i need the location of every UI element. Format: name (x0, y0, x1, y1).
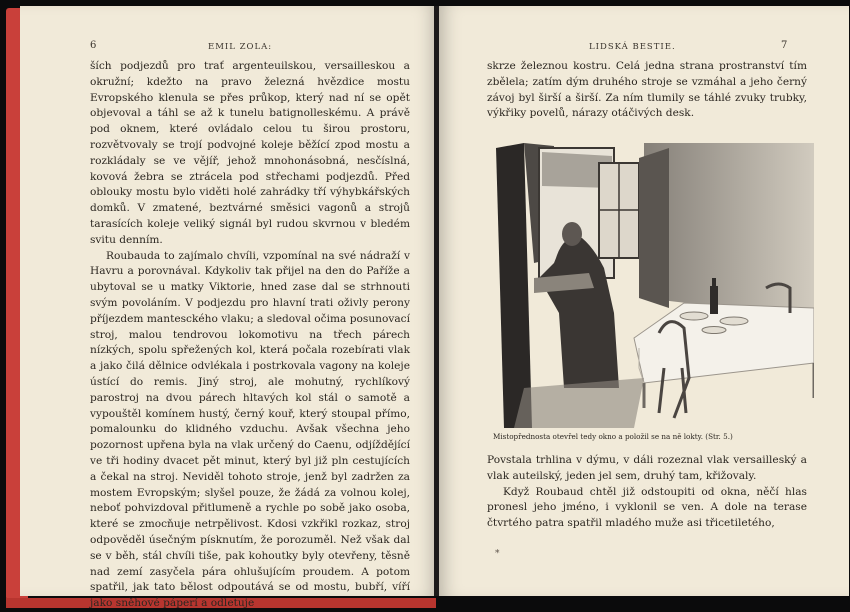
running-head: LIDSKÁ BESTIE. (589, 42, 676, 52)
paragraph: Povstala trhlina v dýmu, v dáli rozeznal vlak versailleský a vlak auteilský, jeden jel sem, druhý tam, křižovaly. (487, 454, 807, 482)
open-book (6, 2, 844, 608)
paragraph: Když Roubaud chtěl již odstoupiti od okna, něčí hlas pronesl jeho jméno, i vyklonil se ven. A dole na terase čtvrtého patra spatřil mladého muže asi třicetiletého, (487, 485, 807, 530)
right-bottom-text (487, 453, 807, 532)
illustration-caption: Mistopřednosta otevřel tedy okno a položil se na ně lokty. (Str. 5.) (493, 432, 733, 441)
left-text-block (90, 59, 410, 612)
page-number: 6 (90, 40, 97, 51)
signature-mark: * (495, 549, 500, 559)
paragraph: Roubauda to zajímalo chvíli, vzpomínal na své nádraží v Havru a porovnával. Kdykoliv tak přijel na den do Paříže a ubytoval se u matky Viktorie, hned zase dal se strhnouti svým povoláním. V podjezdu pro hlavní trati oživly perony příjezdem mantesckého vlaku; a sledoval očima posunovací stroj, malou tendrovou lokomotivu na třech párech nízkých, spolu spřežených kol, která počala rozebírati vlak a jako čilá dělnice odvlékala i postrkovala vagony na koleje ústící do remis. Jiný stroj, ale mohutný, rychlíkový parostroj na dvou párech hltavých kol stál o samotě a vypouštěl komínem hustý, černý kouř, který stoupal přímo, pomalounku do klidného vzduchu. Avšak všechna jeho pozornost upřena byla na vlak určený do Caenu, odjíždějící ve tři hodiny dvacet pět minut, který byl již pln cestujících a čekal na stroj. Neviděl tohoto stroje, jenž byl zadržen za mostem Evropským; slyšel pouze, že žádá za volnou kolej, neboť pohvizdoval přitlumeně a rychle po sobě jako osoba, které se zmocňuje netrpělivost. Kdosi vzkřikl rozkaz, stroj odpověděl úsečným písknutím, že porozuměl. Než však dal se v běh, stál chvíli tiše, pak kohoutky byly otevřeny, těsně nad zemí zasyčela pára ohlušujícím proudem. A potom spatřil, jak tato bělost odpoutává se od mostu, bubří, víří jako sněhové páperí a odletuje (90, 249, 410, 610)
illustration-man-at-window (494, 138, 814, 428)
paragraph: ších podjezdů pro trať argenteuilskou, versailleskou a okružní; kdežto na pravo železná hvězdice mostu Evropského klenula se přes průkop, který nad ní se opět objevoval a táhl se až k tunelu batignolleskému. A právě pod oknem, které ovládalo celou tu širou prostoru, rozvětvovaly se trojí podvojné koleje běžící zpod mostu a rozkládaly se ve vějíř, jehož mnohonásobná, nesčíslná, kovová žebra se ztrácela pod střechami podjezdů. Před oblouky mostu bylo viděti holé zahrádky tří výhybkářských domků. V zmatené, beztvárné směsici vagonů a strojů tarasících koleje veliký signál byl rudou skvrnou v bledém svitu denním. (90, 60, 410, 246)
left-page (20, 6, 437, 610)
right-top-text (487, 59, 807, 122)
right-page (439, 6, 849, 596)
running-head: EMIL ZOLA: (208, 42, 273, 52)
page-number: 7 (781, 40, 788, 51)
paragraph: skrze železnou kostru. Celá jedna strana prostranství tím zbělela; zatím dým druhého stroje se vzmáhal a jeho černý závoj byl širší a širší. Za ním tlumily se táhlé zvuky trubky, výkřiky povelů, nárazy otáčivých desk. (487, 60, 807, 120)
